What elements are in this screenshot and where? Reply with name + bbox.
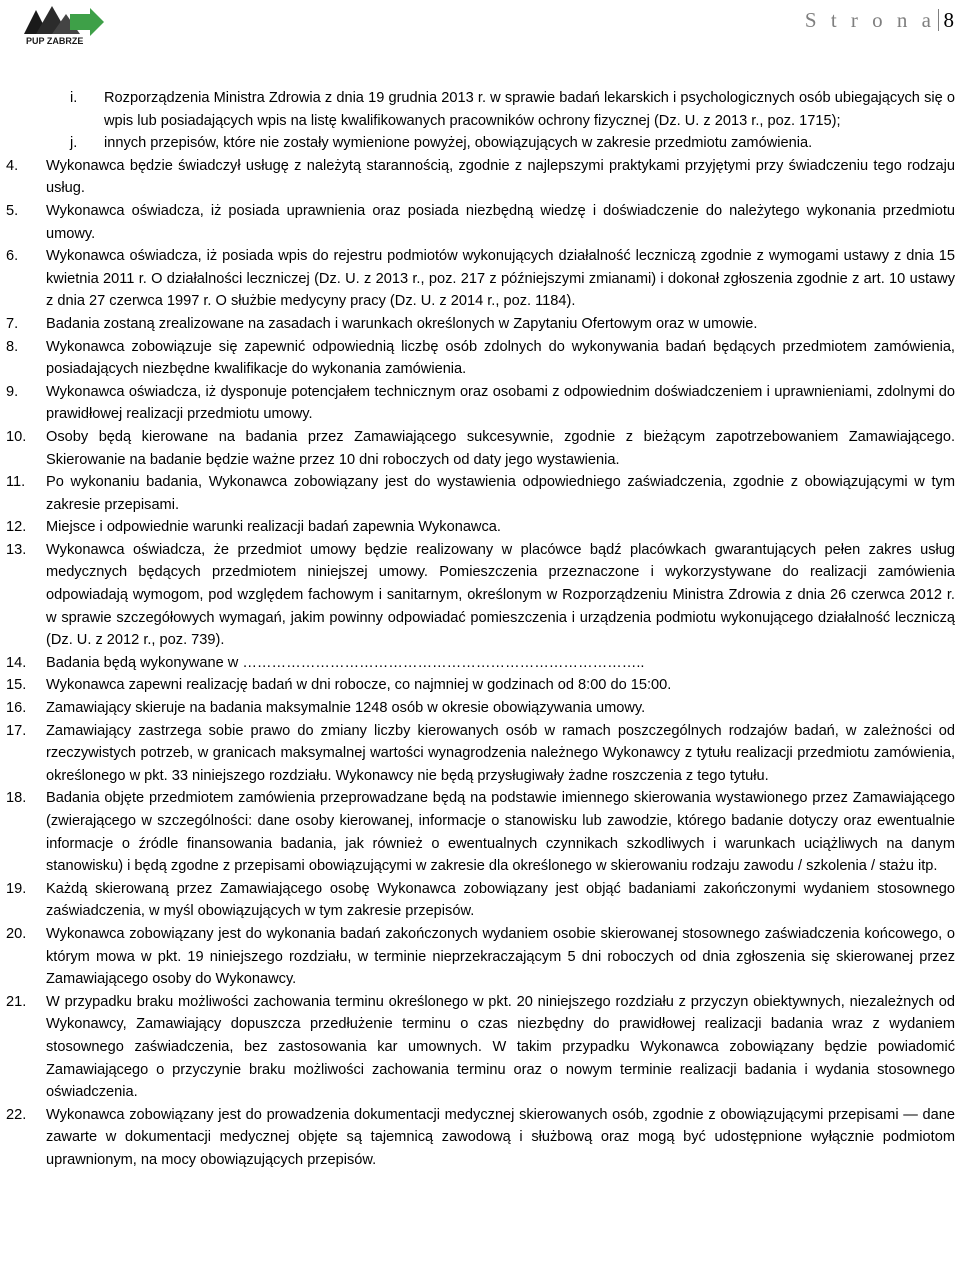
list-item-7: [0, 313, 960, 336]
list-item-12: [0, 516, 960, 539]
list-item-9: [0, 381, 960, 426]
page-number-label: [805, 8, 954, 33]
list-item-number: 9.: [6, 383, 19, 400]
list-item-number: 8.: [6, 338, 19, 355]
list-item-number: 11.: [6, 474, 26, 491]
list-item-text: Wykonawca zobowiązany jest do wykonania badań zakończonych wydaniem osobie skierowanej stosownego zaświadczenia końcowego, o którym mowa w pkt. 19 niniejszego rozdziału, w terminie nieprzekraczającym 5 dni roboczych od dnia zgłoszenia się skierowanej przez Zamawiającego osoby do Wykonawcy.: [46, 925, 955, 988]
list-item-text: Po wykonaniu badania, Wykonawca zobowiązany jest do wystawienia odpowiedniego zaświadczenia, zgodnie z obowiązującymi w tym zakresie przepisami.: [46, 474, 955, 513]
list-item-number: 18.: [6, 790, 27, 807]
list-item-text: W przypadku braku możliwości zachowania terminu określonego w pkt. 20 niniejszego rozdziału z przyczyn obiektywnych, niezależnych od Wykonawcy, Zamawiający dopuszcza przedłużenie terminu o czas niezbędny do prawidłowej realizacji badania wraz z wydaniem stosownego zaświadczenia, bez zastosowania kar umownych. W takim przypadku Wykonawca zobowiązany będzie powiadomić Zamawiającego o przyczynie braku możliwości zachowania terminu oraz o nowym terminie realizacji badania i wydania stosownego oświadczenia.: [46, 993, 955, 1101]
list-item-number: 5.: [6, 202, 19, 219]
page-divider: [938, 9, 939, 31]
list-item-text: Miejsce i odpowiednie warunki realizacji badań zapewnia Wykonawca.: [46, 519, 501, 536]
list-item-number: 22.: [6, 1106, 27, 1123]
list-item-16: [0, 697, 960, 720]
logo-text: PUP ZABRZE: [26, 36, 84, 46]
list-item-number: 17.: [6, 722, 27, 739]
list-item-text: Badania będą wykonywane w ………………………………………………………………………..: [46, 654, 645, 671]
list-item-17: [0, 720, 960, 788]
list-item-text: Rozporządzenia Ministra Zdrowia z dnia 19 grudnia 2013 r. w sprawie badań lekarskich i psychologicznych osób ubiegających się o wpis lub posiadających wpis na listę kwalifikowanych pracowników ochrony fizycznej (Dz. U. z 2013 r., poz. 1715);: [104, 90, 955, 129]
list-item-number: 14.: [6, 654, 27, 671]
list-item-number: 6.: [6, 248, 19, 265]
list-item-18: [0, 787, 960, 877]
document-body: [0, 87, 960, 1172]
list-item-text: Wykonawca oświadcza, iż posiada uprawnienia oraz posiada niezbędną wiedzę i doświadczenie do należytego wykonania przedmiotu umowy.: [46, 202, 955, 242]
list-item-text: Wykonawca zobowiązany jest do prowadzenia dokumentacji medycznej skierowanych osób, zgodnie z obowiązującymi przepisami — dane zawarte w dokumentacji medycznej objęte są tajemnicą zawodową i służbową oraz mogą być udostępnione wyłącznie podmiotom uprawnionym, na mocy obowiązujących przepisów.: [46, 1106, 955, 1168]
list-item-number: i.: [70, 90, 78, 106]
list-item-13: [0, 539, 960, 652]
list-item-11: [0, 471, 960, 516]
list-item-number: 16.: [6, 700, 27, 717]
list-item-text: Badania zostaną zrealizowane na zasadach i warunkach określonych w Zapytaniu Ofertowym oraz w umowie.: [46, 315, 758, 332]
page-header: [0, 0, 960, 60]
list-item-number: 13.: [6, 541, 27, 558]
list-item-j: [0, 132, 960, 155]
list-item-text: Wykonawca oświadcza, iż posiada wpis do rejestru podmiotów wykonujących działalność leczniczą zgodnie z wymogami ustawy z dnia 15 kwietnia 2011 r. O działalności leczniczej (Dz. U. z 2013 r., poz. 217 z późniejszymi zmianami) i dokonał zgłoszenia zgodnie z art. 10 ustawy z dnia 27 czerwca 1997 r. O służbie medycyny pracy (Dz. U. z 2014 r., poz. 1184).: [46, 248, 955, 310]
list-item-number: 21.: [6, 993, 27, 1010]
list-item-number: 15.: [6, 677, 27, 694]
list-item-text: Wykonawca zapewni realizację badań w dni robocze, co najmniej w godzinach od 8:00 do 15:00.: [46, 677, 672, 694]
list-item-6: [0, 245, 960, 313]
list-item-21: [0, 991, 960, 1104]
list-item-text: Wykonawca będzie świadczył usługę z należytą starannością, zgodnie z najlepszymi praktykami przyjętymi przy świadczeniu tego rodzaju usług.: [46, 157, 955, 197]
list-item-10: [0, 426, 960, 471]
list-item-text: innych przepisów, które nie zostały wymienione powyżej, obowiązujących w zakresie przedmiotu zamówienia.: [104, 135, 813, 152]
list-item-number: 20.: [6, 925, 27, 942]
list-item-8: [0, 336, 960, 381]
list-item-15: [0, 674, 960, 697]
list-item-22: [0, 1104, 960, 1172]
list-item-text: Zamawiający zastrzega sobie prawo do zmiany liczby kierowanych osób w ramach poszczególnych rodzajów badań, w zależności od rzeczywistych potrzeb, w granicach maksymalnej wartości wynagrodzenia należnego Wykonawcy z tytułu realizacji przedmiotu zamówienia, określonego w pkt. 33 niniejszego rozdziału. Wykonawcy nie będą przysługiwały żadne roszczenia z tego tytułu.: [46, 722, 955, 784]
list-item-number: 10.: [6, 428, 27, 445]
list-item-number: 12.: [6, 519, 27, 536]
list-item-4: [0, 155, 960, 200]
list-item-text: Wykonawca zobowiązuje się zapewnić odpowiednią liczbę osób zdolnych do wykonywania badań będących przedmiotem zamówienia, posiadających niezbędne kwalifikacje do wykonania zamówienia.: [46, 338, 955, 378]
page-number: 8: [943, 8, 954, 32]
list-item-i: [0, 87, 960, 132]
list-item-5: [0, 200, 960, 245]
list-item-text: Każdą skierowaną przez Zamawiającego osobę Wykonawca zobowiązany jest objąć badaniami zakończonymi wydaniem stosownego zaświadczenia, w myśl obowiązujących w tym zakresie przepisów.: [46, 880, 955, 920]
list-item-text: Zamawiający skieruje na badania maksymalnie 1248 osób w okresie obowiązywania umowy.: [46, 700, 646, 717]
list-item-text: Osoby będą kierowane na badania przez Zamawiającego sukcesywnie, zgodnie z bieżącym zapotrzebowaniem Zamawiającego. Skierowanie na badanie będzie ważne przez 10 dni roboczych od daty jego wystawienia.: [46, 428, 955, 468]
list-item-text: Wykonawca oświadcza, iż dysponuje potencjałem technicznym oraz osobami z odpowiednim doświadczeniem i uprawnieniami, zdolnymi do prawidłowej realizacji przedmiotu umowy.: [46, 383, 955, 423]
list-item-text: Wykonawca oświadcza, że przedmiot umowy będzie realizowany w placówce bądź placówkach gwarantujących pełen zakres usług medycznych będących przedmiotem niniejszej umowy. Pomieszczenia przeznaczone i wykorzystywane do realizacji zamówienia odpowiadają wymogom, pod względem fachowym i sanitarnym, określonym w Rozporządzeniu Ministra Zdrowia z dnia 26 czerwca 2012 r. w sprawie szczegółowych wymagań, jakim powinny odpowiadać pomieszczenia i urządzenia podmiotu wykonującego działalność leczniczą (Dz. U. z 2012 r., poz. 739).: [46, 541, 955, 649]
list-item-text: Badania objęte przedmiotem zamówienia przeprowadzane będą na podstawie imiennego skierowania wystawionego przez Zamawiającego (zwierającego w szczególności: dane osoby kierowanej, informacje o stanowisku lub zawodzie, którego badanie dotyczy oraz ewentualnie informacje o źródle finansowania badania, jak również o ewentualnych czynnikach szkodliwych i warunkach uciążliwych na danym stanowisku) i będą zgodne z przepisami obowiązującymi w zakresie dla określonego w skierowaniu rodzaju zawodu / szkolenia / stażu itp.: [46, 790, 955, 875]
pup-zabrze-logo: [22, 4, 106, 46]
list-item-number: j.: [70, 135, 78, 152]
list-item-19: [0, 878, 960, 923]
list-item-number: 4.: [6, 157, 19, 174]
list-item-20: [0, 923, 960, 991]
list-item-14: [0, 652, 960, 675]
list-item-number: 7.: [6, 315, 19, 332]
list-item-number: 19.: [6, 880, 27, 897]
page-label: S t r o n a: [804, 8, 936, 32]
